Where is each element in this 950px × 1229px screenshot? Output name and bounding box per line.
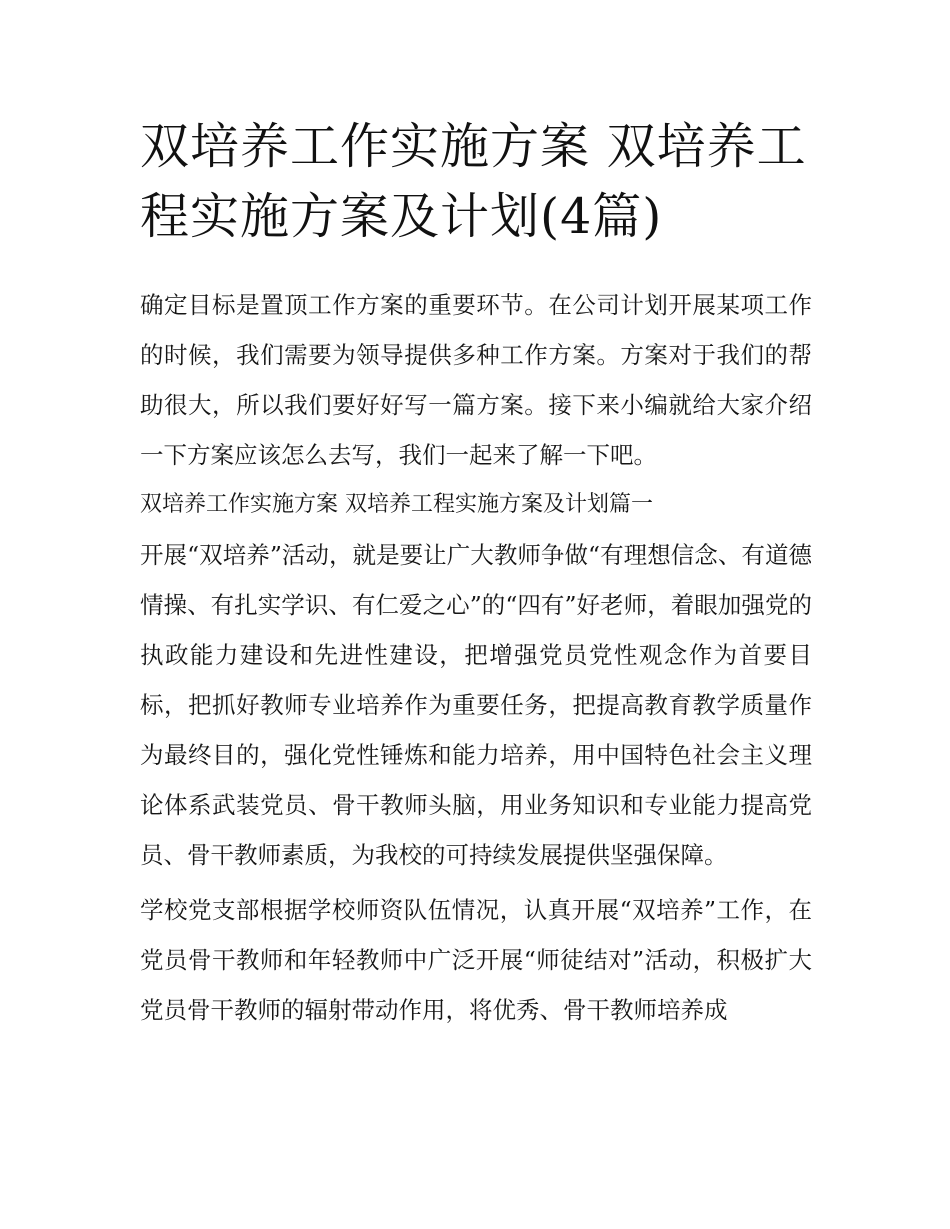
section-heading: 双培养工作实施方案 双培养工程实施方案及计划篇一 bbox=[140, 492, 653, 517]
document-title: 双培养工作实施方案 双培养工程实施方案及计划(4篇) bbox=[140, 118, 807, 245]
body-paragraph-1: 开展“双培养”活动，就是要让广大教师争做“有理想信念、有道德情操、有扎实学识、有仁爱之心”的“四有”好老师，着眼加强党的执政能力建设和先进性建设，把增强党员党性观念作为首要目标，把抓好教师专业培养作为重要任务，把提高教育教学质量作为最终目的，强化党性锤炼和能力培养，用中国特色社会主义理论体系武装党员、骨干教师头脑，用业务知识和专业能力提高党员、骨干教师素质，为我校的可持续发展提供坚强保障。 bbox=[140, 541, 812, 869]
intro-paragraph: 确定目标是置顶工作方案的重要环节。在公司计划开展某项工作的时候，我们需要为领导提供多种工作方案。方案对于我们的帮助很大，所以我们要好好写一篇方案。接下来小编就给大家介绍一下方案应该怎么去写，我们一起来了解一下吧。 bbox=[140, 291, 812, 469]
body-paragraph-2: 学校党支部根据学校师资队伍情况，认真开展“双培养”工作，在党员骨干教师和年轻教师中广泛开展“师徒结对”活动，积极扩大党员骨干教师的辐射带动作用，将优秀、骨干教师培养成 bbox=[140, 896, 812, 1024]
document-body bbox=[140, 280, 812, 1040]
